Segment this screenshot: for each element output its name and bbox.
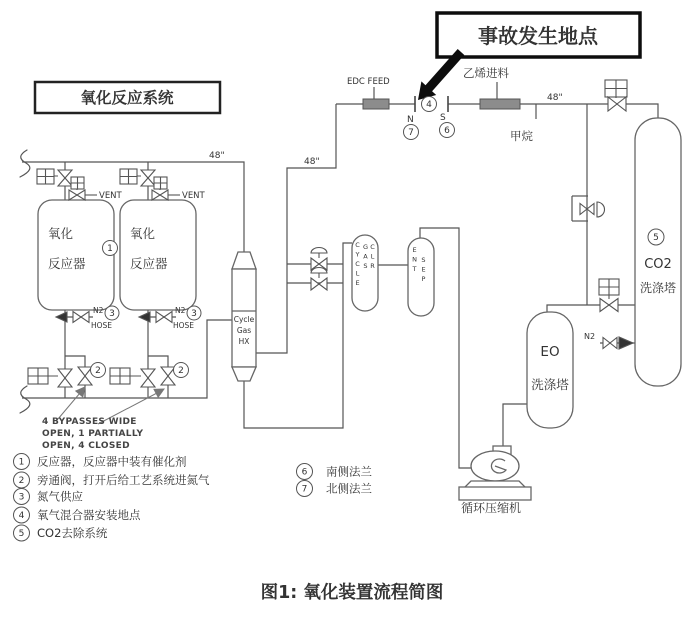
svg-text:7: 7 xyxy=(408,128,414,139)
pipe-size-mid: 48" xyxy=(304,157,320,167)
eo-label-1: EO xyxy=(540,344,560,360)
svg-text:2: 2 xyxy=(95,366,101,377)
separator-label-col-2: SEP xyxy=(419,256,428,285)
legend xyxy=(14,454,373,542)
legend-item-2: 旁通阀，打开后给工艺系统进氮气 xyxy=(37,473,210,487)
marker-co2-removal xyxy=(648,229,664,245)
hx-label-1: Cycle xyxy=(233,315,255,324)
marker-reactor xyxy=(103,241,118,256)
separator-label-col-1: ENT xyxy=(410,246,419,275)
hx-bypass-control-valve-1 xyxy=(311,248,327,271)
reactor-right-label-2: 反应器 xyxy=(130,256,168,271)
oxidation-reactor-right-vessel xyxy=(120,200,196,310)
n2-hose-valve-left xyxy=(56,312,89,323)
vent-valve-assembly-left xyxy=(37,169,97,200)
south-flange-letter: S xyxy=(440,113,446,123)
n2-label-left: N2 xyxy=(93,306,104,315)
reactor-right-label-1: 氧化 xyxy=(130,226,156,241)
reactor-left-label-1: 氧化 xyxy=(48,226,74,241)
pipe-size-left: 48" xyxy=(209,151,225,161)
recycle-compressor xyxy=(459,446,531,500)
hx-label-2: Gas xyxy=(236,326,252,335)
svg-text:3: 3 xyxy=(191,309,197,320)
svg-text:5: 5 xyxy=(653,233,659,244)
n2-hose-valve-right xyxy=(139,312,172,323)
svg-text:4: 4 xyxy=(18,511,25,522)
vent-valve-assembly-right xyxy=(120,169,180,200)
svg-text:1: 1 xyxy=(107,244,113,255)
marker-south-flange xyxy=(440,123,455,138)
bypass-note-line-2: OPEN, 1 PARTIALLY xyxy=(42,429,144,439)
eo-label-2: 洗涤塔 xyxy=(531,377,569,392)
vent-label-left: VENT xyxy=(99,191,122,201)
marker-n2-right xyxy=(187,306,201,320)
bypass-note-line-3: OPEN, 4 CLOSED xyxy=(42,441,130,451)
marker-n2-left xyxy=(105,306,119,320)
hx-bypass-control-valve-2 xyxy=(311,268,327,291)
header-actuated-valve xyxy=(605,80,627,111)
co2-label-1: CO2 xyxy=(644,257,672,272)
edc-mixer-spool xyxy=(363,99,389,109)
eo-scrubber-vessel xyxy=(527,312,573,428)
ethylene-feed-label: 乙烯进料 xyxy=(463,66,509,80)
cooler-label-col-3: CLR xyxy=(368,243,377,272)
marker-north-flange xyxy=(404,125,419,140)
svg-text:5: 5 xyxy=(18,529,25,540)
oxidation-reactor-left-vessel xyxy=(38,200,114,310)
svg-text:6: 6 xyxy=(301,467,308,478)
legend-item-3: 氮气供应 xyxy=(37,489,83,504)
ethylene-mixer-spool xyxy=(480,99,520,109)
accident-callout-label: 事故发生地点 xyxy=(478,24,598,48)
block-bypass-valves-right xyxy=(110,367,175,387)
figure-caption: 图1: 氧化装置流程简图 xyxy=(260,583,444,603)
co2-inlet-actuated-valve xyxy=(599,279,619,312)
n2-co2-label: N2 xyxy=(584,332,596,341)
north-flange-letter: N xyxy=(407,115,414,125)
legend-item-4: 氧气混合器安装地点 xyxy=(37,508,141,522)
block-bypass-valves-left xyxy=(28,367,92,387)
svg-text:1: 1 xyxy=(18,457,25,468)
svg-text:6: 6 xyxy=(444,126,450,137)
reactor-left-label-2: 反应器 xyxy=(48,256,86,271)
pipe-size-right: 48" xyxy=(547,93,563,103)
hose-label-right: HOSE xyxy=(173,321,195,330)
marker-bypass-left xyxy=(91,363,106,378)
svg-text:4: 4 xyxy=(426,100,432,111)
marker-bypass-right xyxy=(174,363,189,378)
legend-item-5: CO2去除系统 xyxy=(37,526,108,540)
co2-label-2: 洗涤塔 xyxy=(639,281,677,295)
cooler-label-col-2: GAS xyxy=(361,243,370,272)
edc-feed-label: EDC FEED xyxy=(347,77,390,87)
svg-text:2: 2 xyxy=(178,366,184,377)
compressor-label: 循环压缩机 xyxy=(461,501,522,515)
legend-item-6: 南侧法兰 xyxy=(326,464,372,479)
system-title: 氧化反应系统 xyxy=(80,89,174,107)
svg-text:3: 3 xyxy=(109,309,115,320)
svg-text:7: 7 xyxy=(301,484,308,495)
co2-scrubber-vessel xyxy=(635,118,681,386)
cooler-label-col-1: CYCLE xyxy=(353,241,362,289)
inline-mixers xyxy=(363,99,520,109)
hx-label-3: HX xyxy=(238,337,250,346)
marker-oxygen-mixer xyxy=(422,97,437,112)
vent-label-right: VENT xyxy=(182,191,205,201)
hose-label-left: HOSE xyxy=(91,321,113,330)
svg-text:3: 3 xyxy=(18,492,25,503)
bypass-note-line-1: 4 BYPASSES WIDE xyxy=(42,417,137,427)
legend-item-7: 北侧法兰 xyxy=(326,481,372,496)
n2-label-right: N2 xyxy=(175,306,186,315)
legend-item-1: 反应器，反应器中装有催化剂 xyxy=(37,454,187,469)
methane-label: 甲烷 xyxy=(510,129,533,143)
downleg-check-valve xyxy=(580,202,605,217)
svg-text:2: 2 xyxy=(18,476,25,487)
